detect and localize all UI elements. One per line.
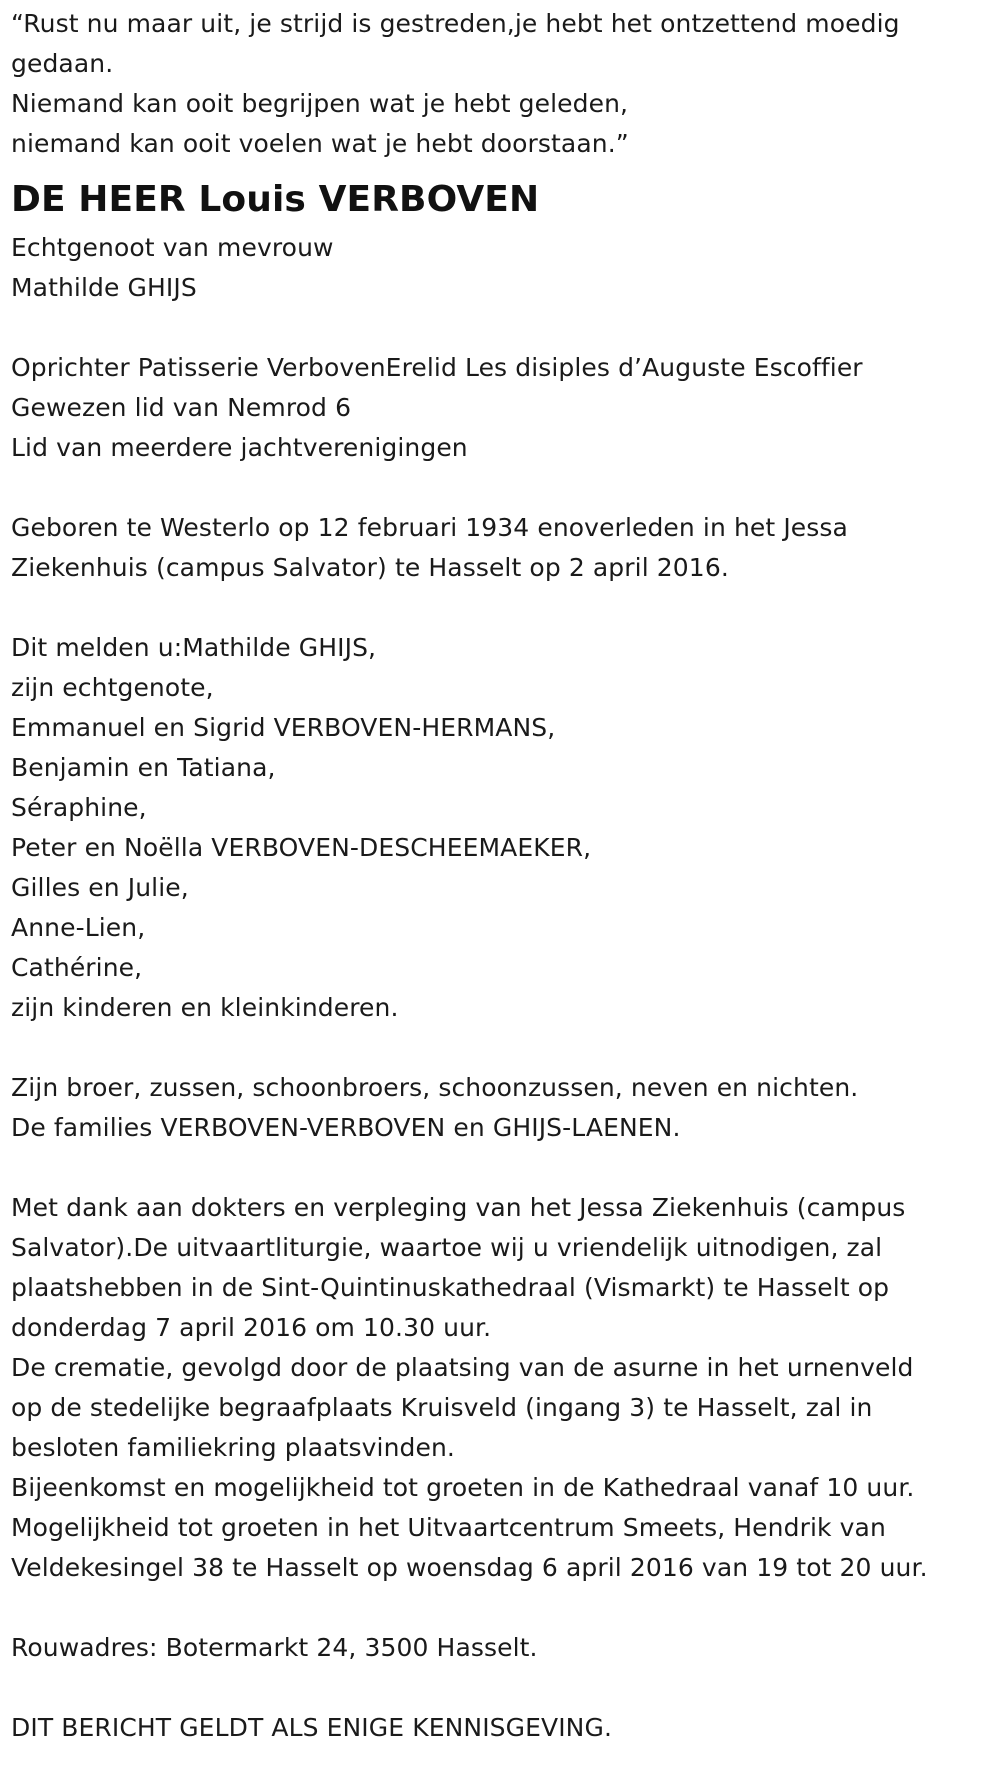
- family-line: Séraphine,: [11, 793, 147, 822]
- funeral-line: donderdag 7 april 2016 om 10.30 uur.: [11, 1313, 492, 1342]
- spacer: [11, 1588, 991, 1628]
- quote-line: Niemand kan ooit begrijpen wat je hebt geleden,: [11, 89, 629, 118]
- funeral-line: besloten familiekring plaatsvinden.: [11, 1433, 455, 1462]
- titles-section: [11, 348, 991, 468]
- spacer: [11, 1028, 991, 1068]
- family-section: [11, 628, 991, 1028]
- spacer: [11, 1668, 991, 1708]
- quote-line: “Rust nu maar uit, je strijd is gestreden,je hebt het ontzettend moedig: [11, 9, 900, 38]
- funeral-line: op de stedelijke begraafplaats Kruisveld (ingang 3) te Hasselt, zal in: [11, 1393, 873, 1422]
- family-line: Gilles en Julie,: [11, 873, 189, 902]
- relatives-line: Zijn broer, zussen, schoonbroers, schoonzussen, neven en nichten.: [11, 1073, 859, 1102]
- funeral-line: Mogelijkheid tot groeten in het Uitvaartcentrum Smeets, Hendrik van: [11, 1513, 886, 1542]
- quote-line: gedaan.: [11, 49, 114, 78]
- spacer: [11, 468, 991, 508]
- family-line: zijn echtgenote,: [11, 673, 214, 702]
- spacer: [11, 308, 991, 348]
- funeral-line: Salvator).De uitvaartliturgie, waartoe wij u vriendelijk uitnodigen, zal: [11, 1233, 883, 1262]
- funeral-line: De crematie, gevolgd door de plaatsing van de asurne in het urnenveld: [11, 1353, 914, 1382]
- relatives-line: De families VERBOVEN-VERBOVEN en GHIJS-LAENEN.: [11, 1113, 681, 1142]
- quote-line: niemand kan ooit voelen wat je hebt doorstaan.”: [11, 129, 629, 158]
- mourning-address: Rouwadres: Botermarkt 24, 3500 Hasselt.: [11, 1633, 538, 1662]
- family-line: Emmanuel en Sigrid VERBOVEN-HERMANS,: [11, 713, 556, 742]
- spouse-line: Mathilde GHIJS: [11, 273, 197, 302]
- funeral-line: Veldekesingel 38 te Hasselt op woensdag 6 april 2016 van 19 tot 20 uur.: [11, 1553, 928, 1582]
- spacer: [11, 588, 991, 628]
- relatives-section: [11, 1068, 991, 1148]
- title-line: Gewezen lid van Nemrod 6: [11, 393, 352, 422]
- spacer: [11, 1148, 991, 1188]
- funeral-line: Bijeenkomst en mogelijkheid tot groeten in de Kathedraal vanaf 10 uur.: [11, 1473, 915, 1502]
- family-line: Cathérine,: [11, 953, 143, 982]
- obituary-notice: [11, 4, 991, 1748]
- title-line: Lid van meerdere jachtverenigingen: [11, 433, 468, 462]
- family-line: Benjamin en Tatiana,: [11, 753, 276, 782]
- deceased-name: DE HEER Louis VERBOVEN: [11, 179, 540, 220]
- birth-death-line: Geboren te Westerlo op 12 februari 1934 enoverleden in het Jessa: [11, 513, 848, 542]
- funeral-line: Met dank aan dokters en verpleging van het Jessa Ziekenhuis (campus: [11, 1193, 906, 1222]
- family-line: Dit melden u:Mathilde GHIJS,: [11, 633, 377, 662]
- birth-death-section: [11, 508, 991, 588]
- family-line: Anne-Lien,: [11, 913, 146, 942]
- family-line: zijn kinderen en kleinkinderen.: [11, 993, 399, 1022]
- funeral-line: plaatshebben in de Sint-Quintinuskathedraal (Vismarkt) te Hasselt op: [11, 1273, 890, 1302]
- spouse-info: [11, 228, 991, 308]
- notice-statement: DIT BERICHT GELDT ALS ENIGE KENNISGEVING.: [11, 1713, 612, 1742]
- funeral-section: [11, 1188, 991, 1588]
- title-line: Oprichter Patisserie VerbovenErelid Les disiples d’Auguste Escoffier: [11, 353, 863, 382]
- spouse-line: Echtgenoot van mevrouw: [11, 233, 334, 262]
- birth-death-line: Ziekenhuis (campus Salvator) te Hasselt op 2 april 2016.: [11, 553, 729, 582]
- memorial-quote: [11, 4, 991, 164]
- family-line: Peter en Noëlla VERBOVEN-DESCHEEMAEKER,: [11, 833, 592, 862]
